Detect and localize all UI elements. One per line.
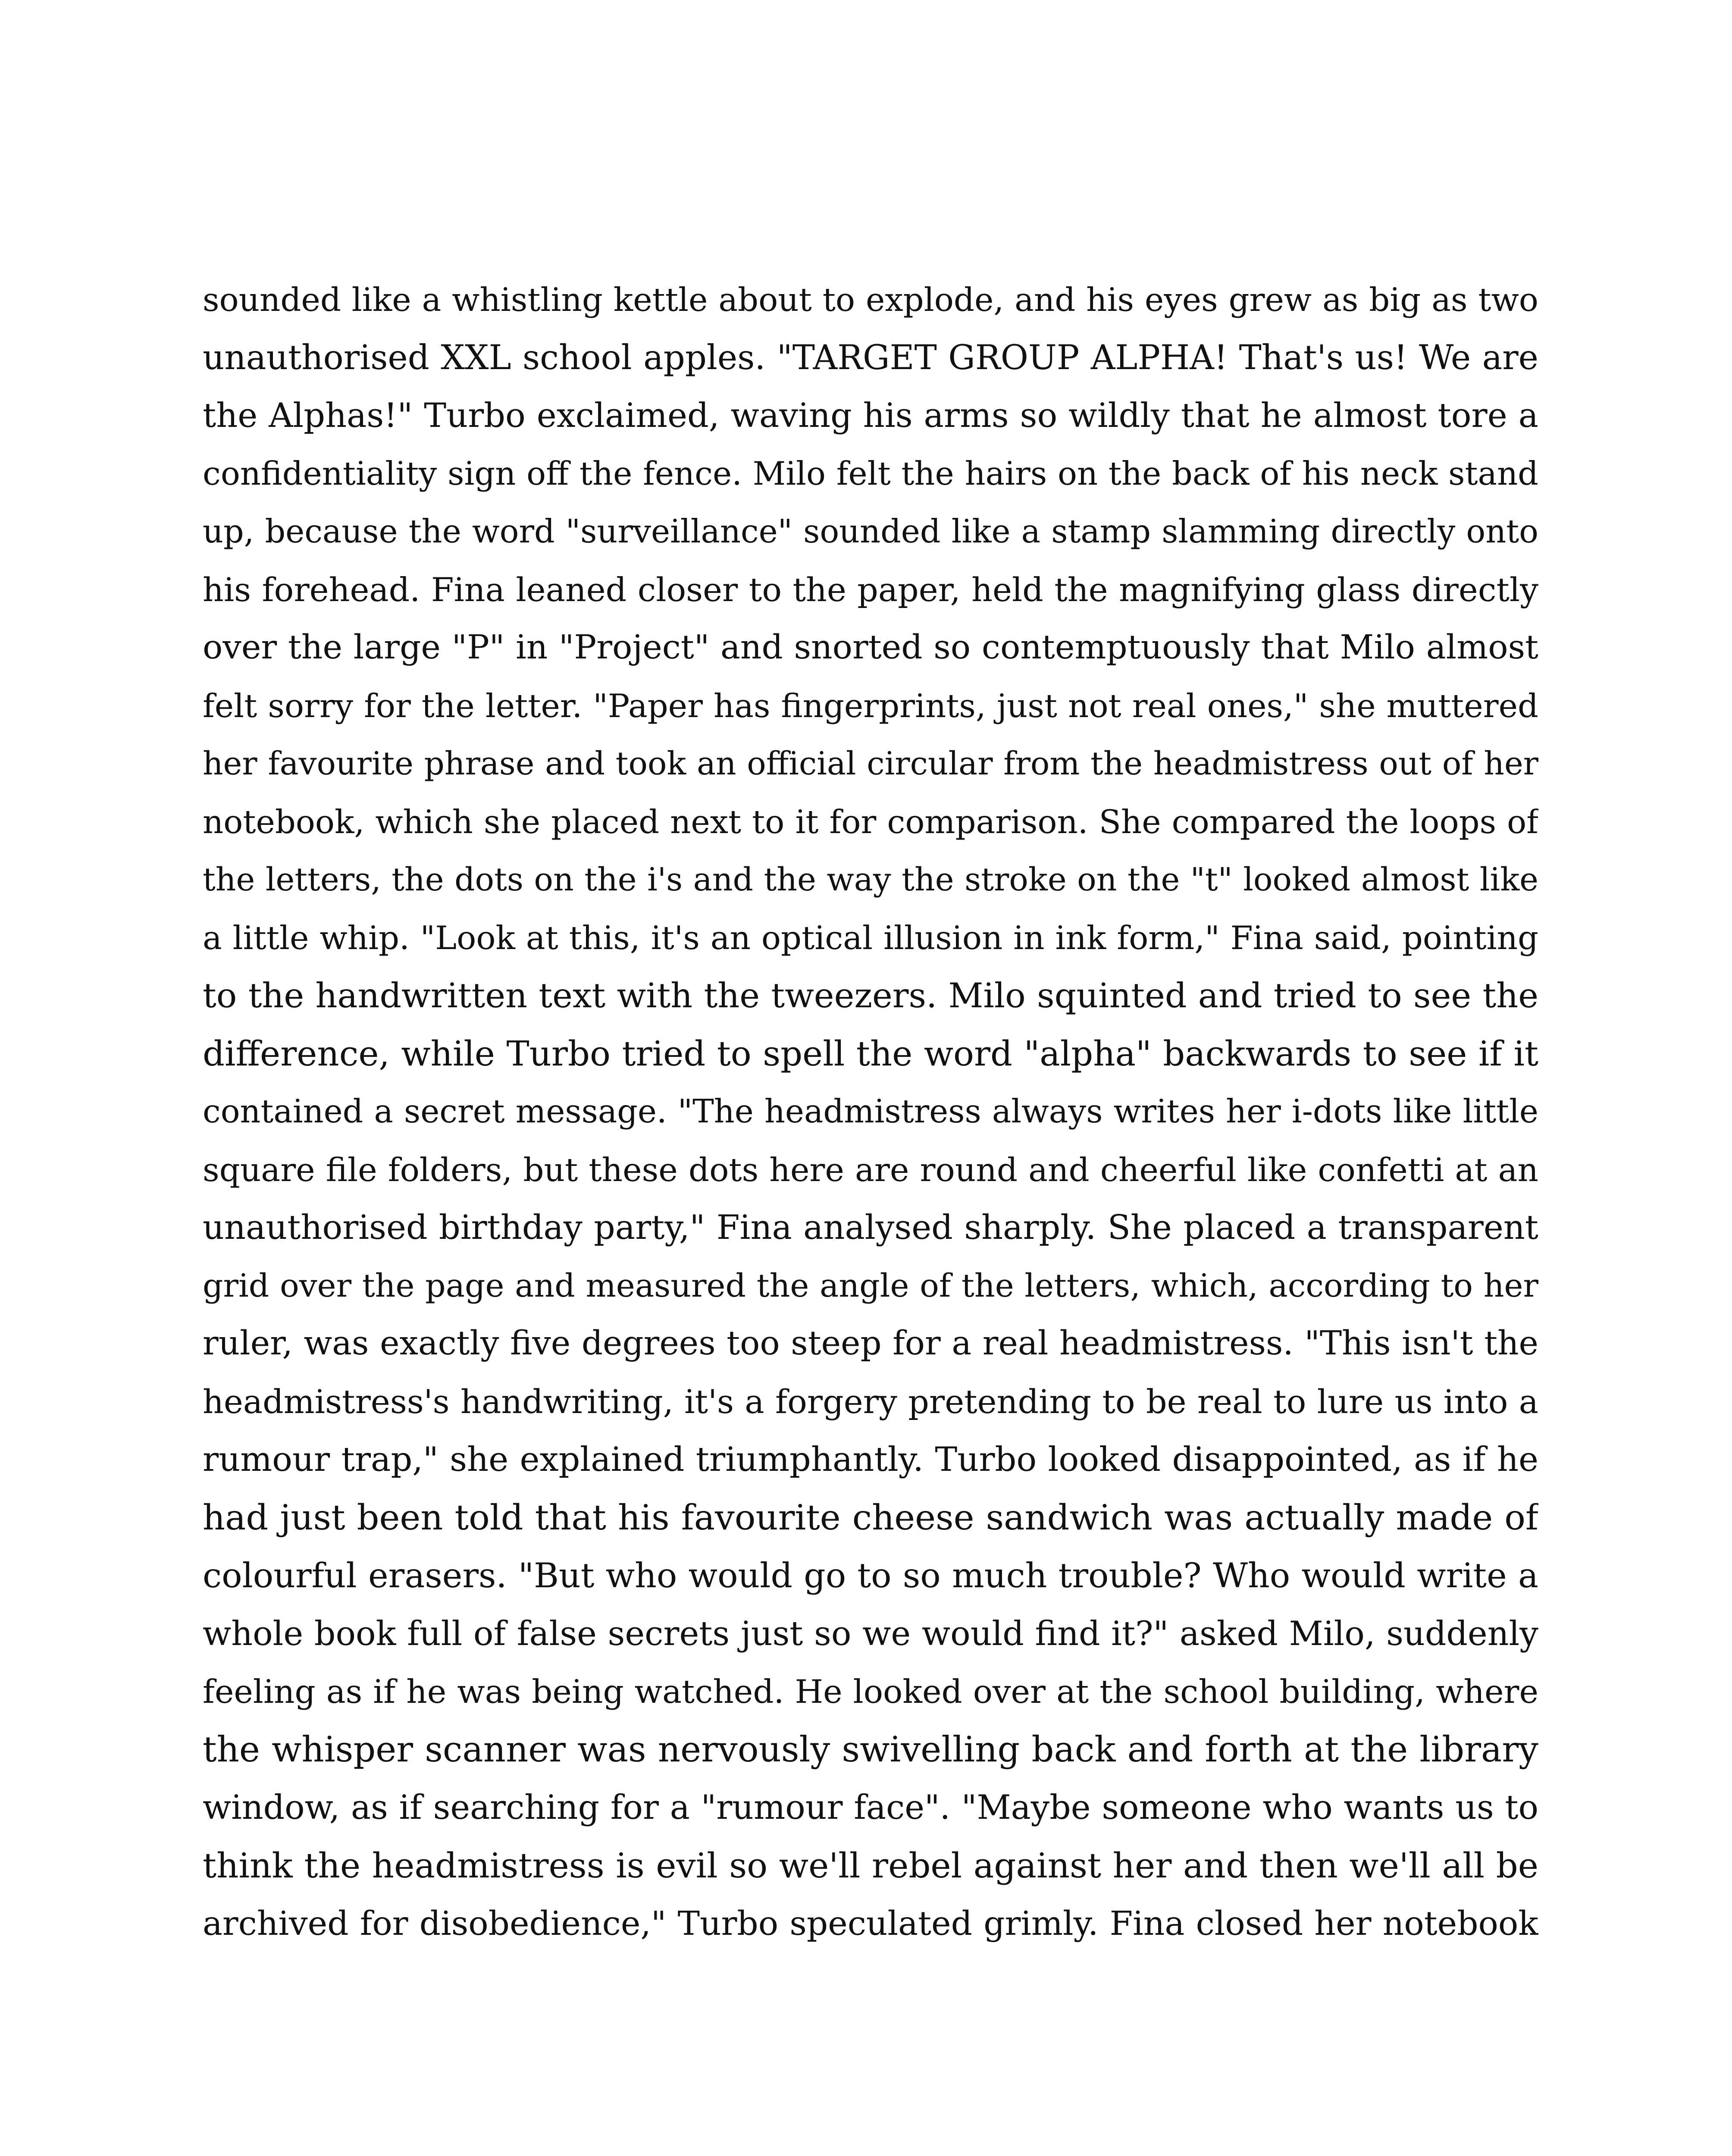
text-line: unauthorised XXL school apples. "TARGET GROUP ALPHA! That's us! We are — [203, 338, 1538, 377]
text-line: her favourite phrase and took an official circular from the headmistress out of her — [203, 745, 1538, 782]
text-line: think the headmistress is evil so we'll rebel against her and then we'll all be — [203, 1845, 1538, 1886]
text-line: unauthorised birthday party," Fina analysed sharply. She placed a transparent — [203, 1208, 1538, 1247]
text-line: archived for disobedience," Turbo speculated grimly. Fina closed her notebook — [203, 1904, 1538, 1943]
text-line: to the handwritten text with the tweezers. Milo squinted and tried to see the — [203, 976, 1538, 1015]
text-line: the whisper scanner was nervously swivelling back and forth at the library — [203, 1729, 1538, 1770]
text-line: over the large "P" in "Project" and snorted so contemptuously that Milo almost — [203, 628, 1538, 667]
text-line: sounded like a whistling kettle about to explode, and his eyes grew as big as two — [203, 281, 1538, 319]
text-line: ruler, was exactly five degrees too steep for a real headmistress. "This isn't the — [203, 1324, 1538, 1363]
text-line: a little whip. "Look at this, it's an optical illusion in ink form," Fina said, pointing — [203, 918, 1538, 957]
text-line: whole book full of false secrets just so we would find it?" asked Milo, suddenly — [203, 1614, 1538, 1653]
body-paragraph — [203, 271, 1538, 1953]
text-line: his forehead. Fina leaned closer to the paper, held the magnifying glass directly — [203, 570, 1538, 609]
text-line: window, as if searching for a "rumour face". "Maybe someone who wants us to — [203, 1788, 1538, 1827]
text-line: difference, while Turbo tried to spell the word "alpha" backwards to see if it — [203, 1033, 1538, 1074]
text-line: grid over the page and measured the angle of the letters, which, according to her — [203, 1266, 1538, 1304]
text-line: up, because the word "surveillance" sounded like a stamp slamming directly onto — [203, 513, 1538, 550]
text-line: notebook, which she placed next to it for comparison. She compared the loops of — [203, 802, 1538, 841]
text-line: felt sorry for the letter. "Paper has fingerprints, just not real ones," she muttered — [203, 686, 1538, 725]
text-line: colourful erasers. "But who would go to so much trouble? Who would write a — [203, 1556, 1538, 1595]
text-line: square file folders, but these dots here are round and cheerful like confetti at an — [203, 1150, 1538, 1189]
text-line: confidentiality sign off the fence. Milo felt the hairs on the back of his neck stand — [203, 454, 1538, 492]
text-line: feeling as if he was being watched. He looked over at the school building, where — [203, 1673, 1538, 1711]
text-line: the letters, the dots on the i's and the way the stroke on the "t" looked almost like — [203, 861, 1538, 898]
text-line: contained a secret message. "The headmistress always writes her i-dots like little — [203, 1093, 1538, 1130]
text-line: had just been told that his favourite cheese sandwich was actually made of — [203, 1497, 1538, 1538]
text-line: headmistress's handwriting, it's a forgery pretending to be real to lure us into a — [203, 1382, 1538, 1421]
text-line: the Alphas!" Turbo exclaimed, waving his arms so wildly that he almost tore a — [203, 396, 1538, 435]
text-line: rumour trap," she explained triumphantly. Turbo looked disappointed, as if he — [203, 1440, 1538, 1479]
